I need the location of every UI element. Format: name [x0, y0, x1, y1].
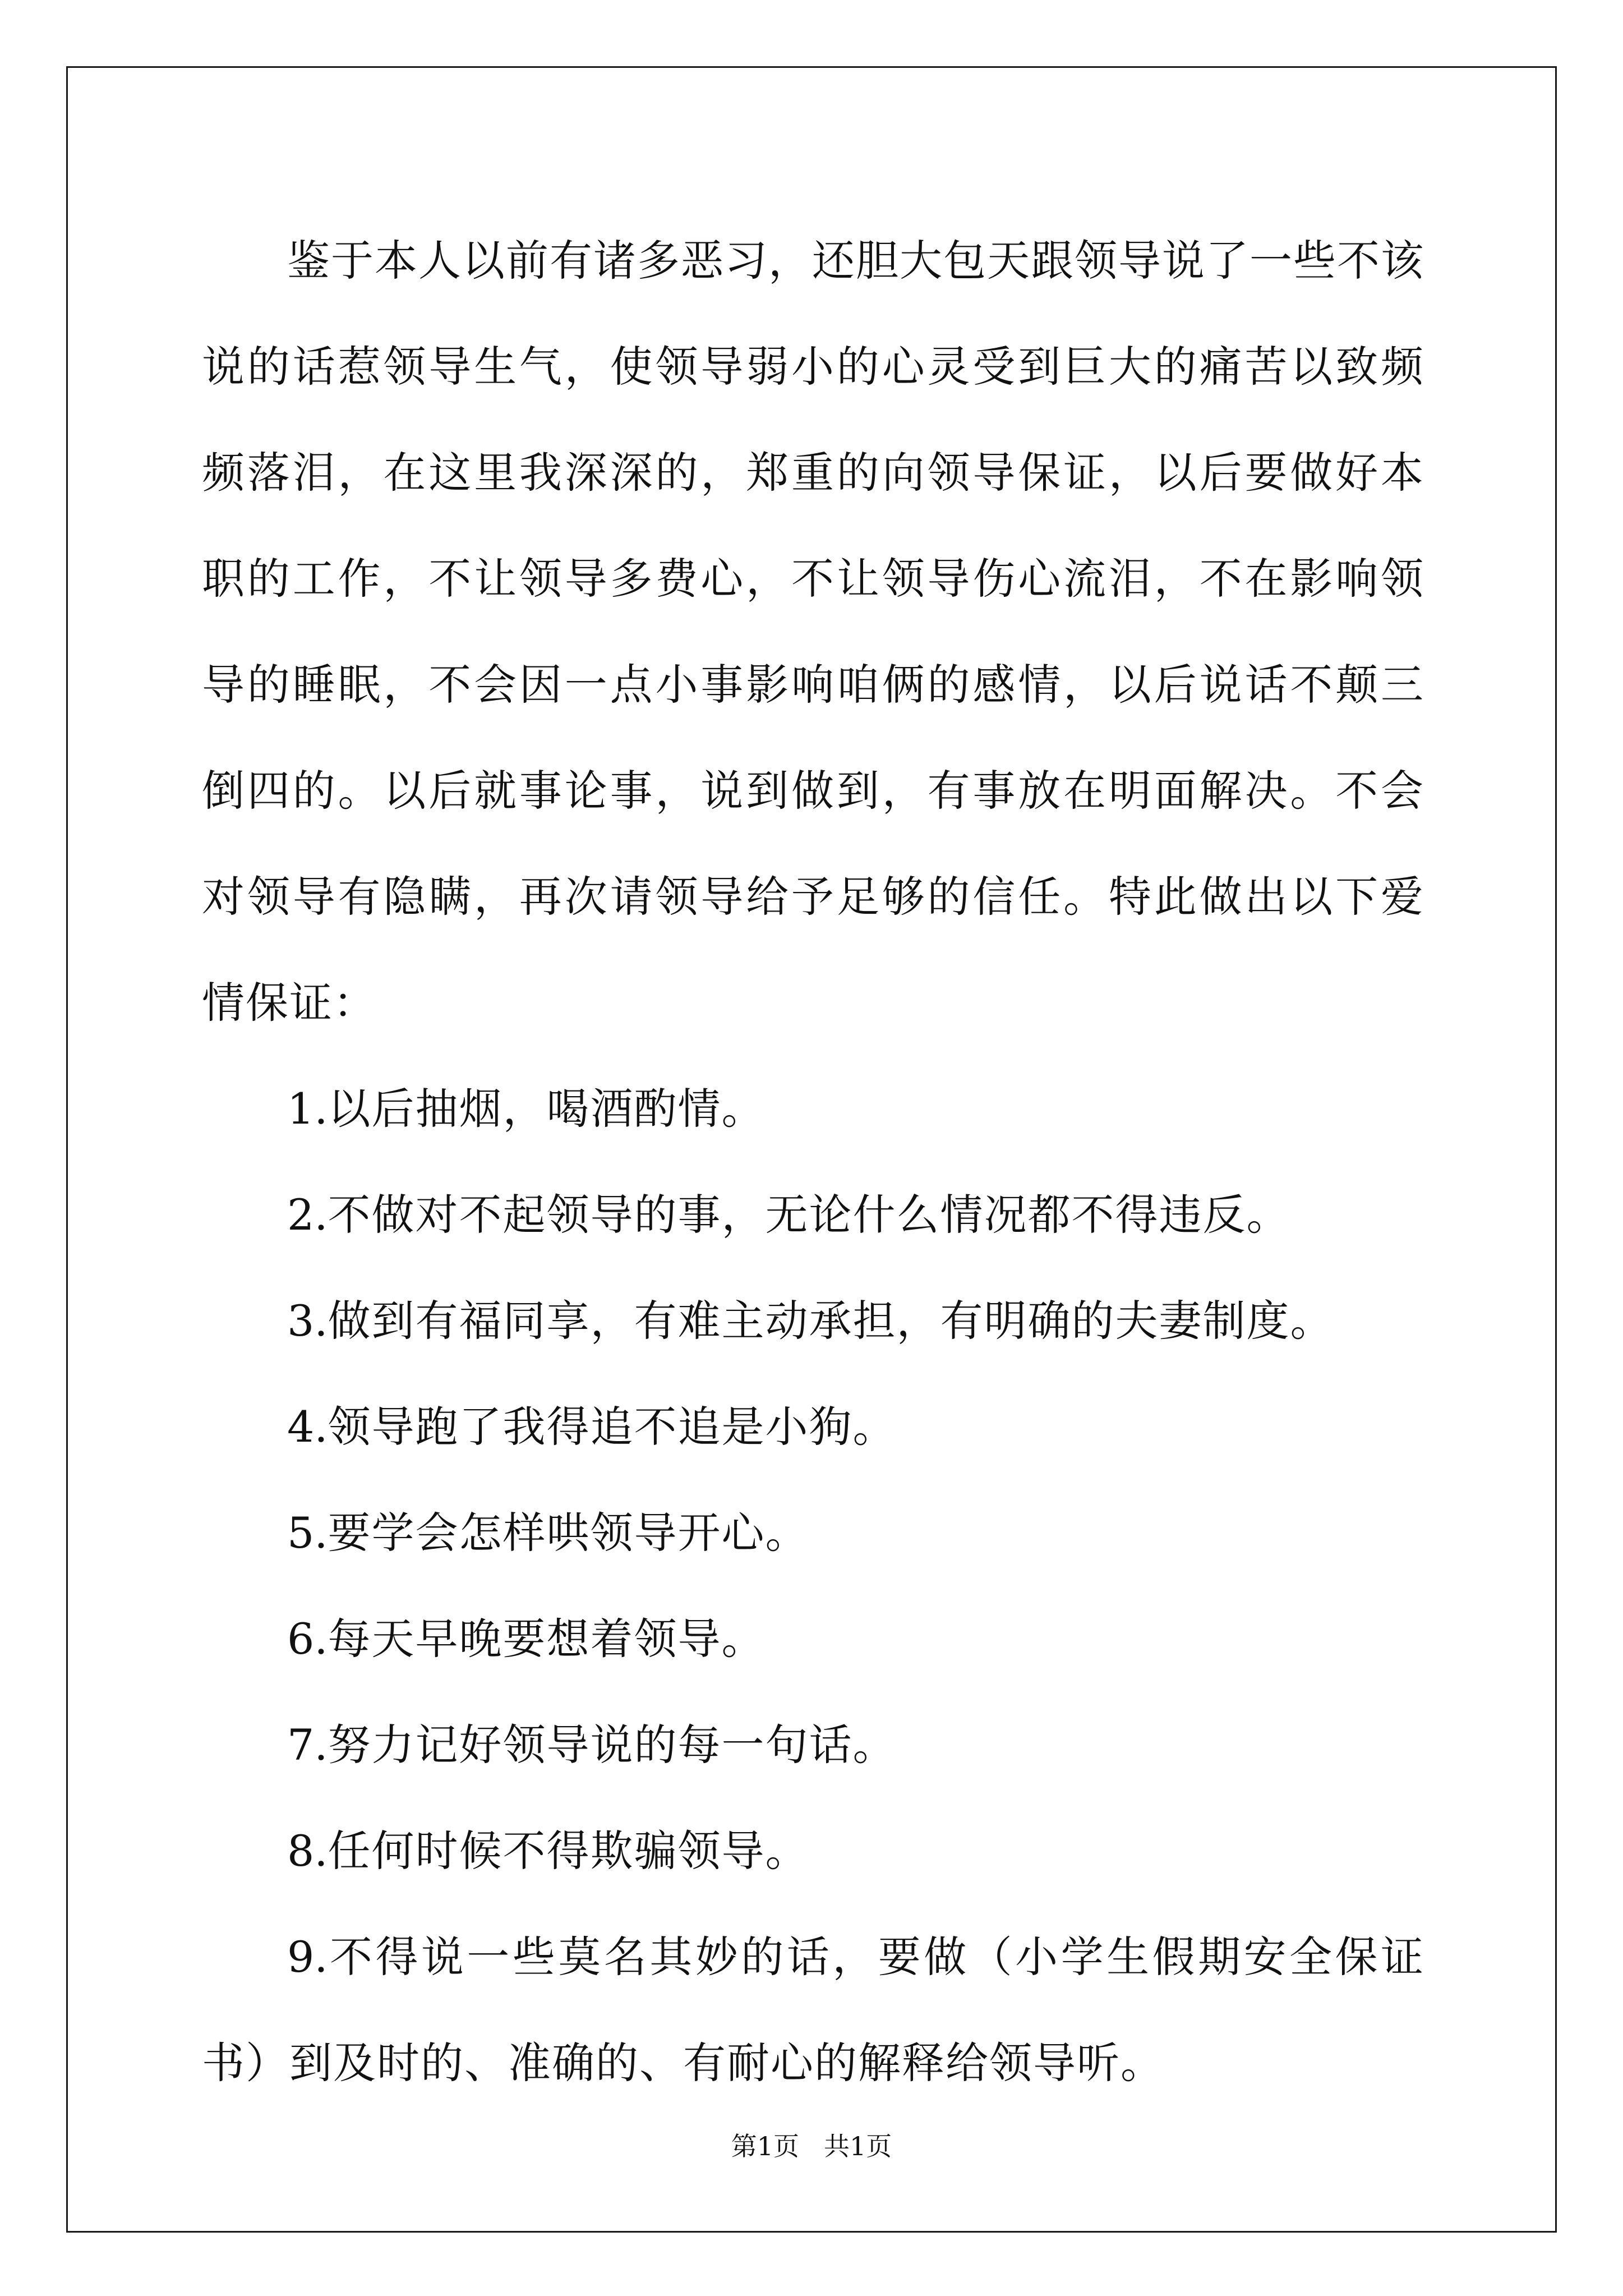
list-text: 任何时候不得欺骗领导。 — [328, 1826, 809, 1876]
list-number: 5. — [287, 1508, 328, 1558]
list-text: 每天早晚要想着领导。 — [328, 1614, 766, 1664]
list-number: 4. — [287, 1402, 328, 1452]
list-item-1 — [202, 1056, 1424, 1162]
list-text: 不做对不起领导的事，无论什么情况都不得违反。 — [328, 1190, 1290, 1240]
list-number: 8. — [287, 1826, 328, 1876]
list-text: 要学会怎样哄领导开心。 — [328, 1508, 809, 1558]
page-total: 共1页 — [823, 2131, 892, 2161]
list-item-2 — [202, 1162, 1424, 1268]
list-number: 7. — [287, 1720, 328, 1770]
intro-paragraph: 鉴于本人以前有诸多恶习，还胆大包天跟领导说了一些不该说的话惹领导生气，使领导弱小的心灵受到巨大的痛苦以致频频落泪，在这里我深深的，郑重的向领导保证，以后要做好本职的工作，不让领导多费心，不让领导伤心流泪，不在影响领导的睡眠，不会因一点小事影响咱俩的感情，以后说话不颠三倒四的。以后就事论事，说到做到，有事放在明面解决。不会对领导有隐瞒，再次请领导给予足够的信任。特此做出以下爱情保证： — [202, 236, 1424, 1028]
list-text: 不得说一些莫名其妙的话，要做（小学生假期安全保证书）到及时的、准确的、有耐心的解释给领导听。 — [202, 1932, 1424, 2088]
document-body — [202, 208, 1424, 2116]
list-item-4 — [202, 1374, 1424, 1480]
list-item-7 — [202, 1692, 1424, 1798]
list-number: 3. — [287, 1296, 328, 1346]
list-number: 6. — [287, 1614, 328, 1664]
list-item-9 — [202, 1904, 1424, 2116]
list-text: 努力记好领导说的每一句话。 — [328, 1720, 897, 1770]
list-text: 做到有福同享，有难主动承担，有明确的夫妻制度。 — [328, 1296, 1334, 1346]
list-item-6 — [202, 1586, 1424, 1692]
list-item-8 — [202, 1798, 1424, 1904]
list-item-3 — [202, 1268, 1424, 1374]
list-number: 9. — [287, 1932, 328, 1982]
list-text: 以后抽烟，喝酒酌情。 — [328, 1084, 766, 1134]
list-number: 1. — [287, 1084, 328, 1134]
list-item-5 — [202, 1480, 1424, 1586]
list-text: 领导跑了我得追不追是小狗。 — [328, 1402, 897, 1452]
list-number: 2. — [287, 1190, 328, 1240]
footer-spacer — [799, 2131, 824, 2161]
page-footer — [0, 2126, 1623, 2163]
page-number: 第1页 — [731, 2131, 800, 2161]
